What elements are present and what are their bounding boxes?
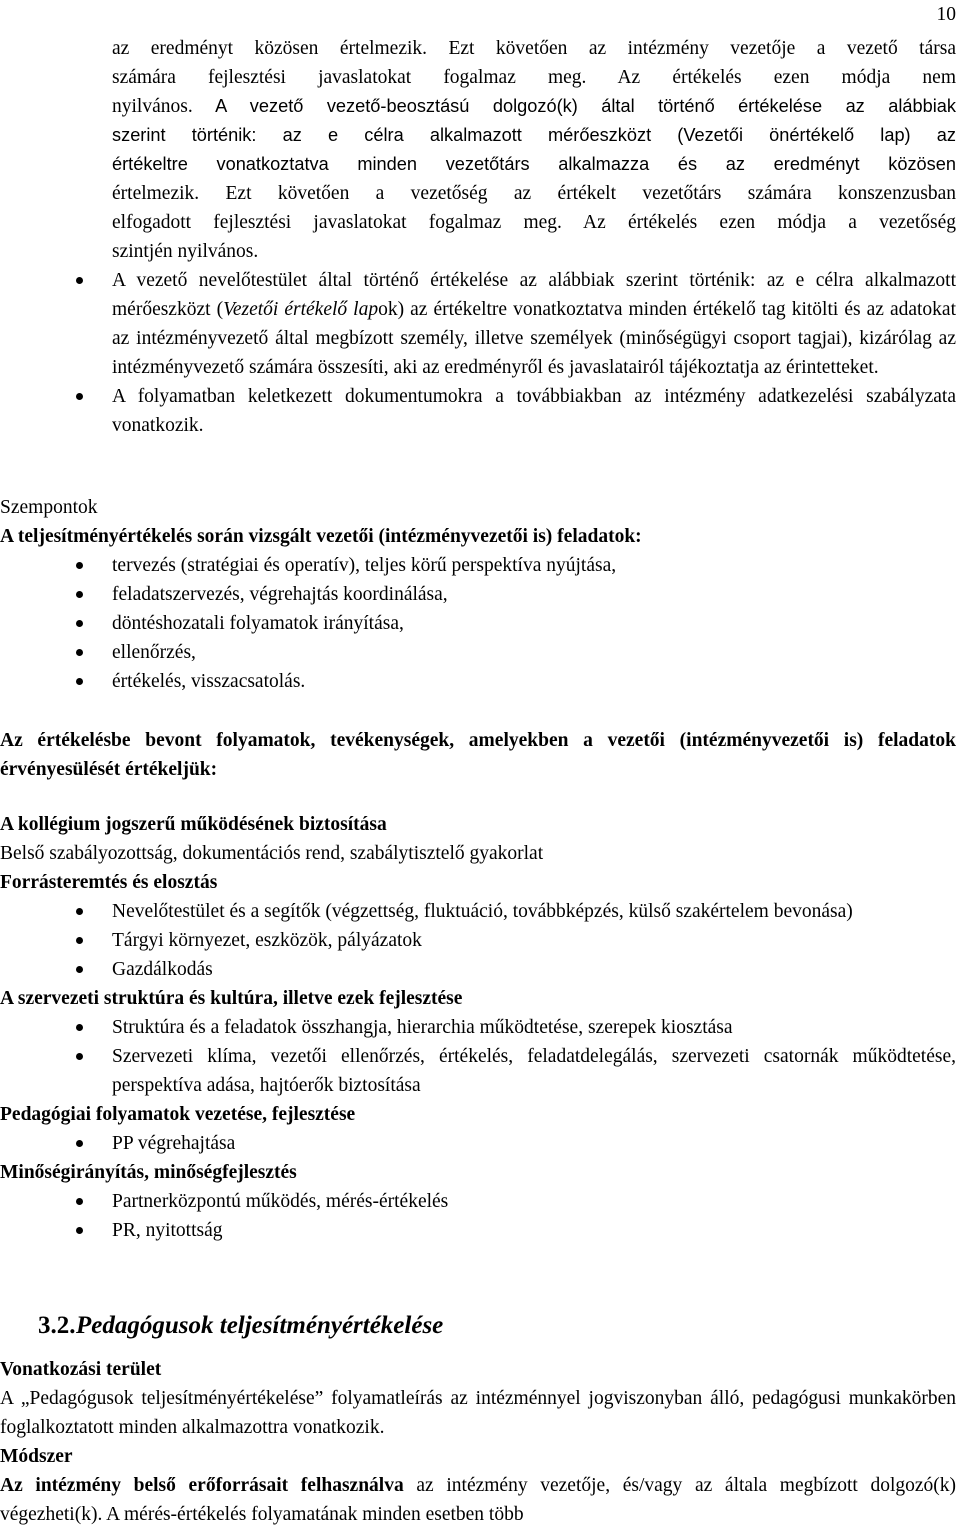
bullet-icon (76, 1140, 83, 1147)
bullet-icon (76, 277, 83, 284)
list-item-text: Nevelőtestület és a segítők (végzettség, fluktuáció, továbbképzés, külső szakértelem bevonása) (112, 901, 853, 922)
pedagogiai-heading: Pedagógiai folyamatok vezetése, fejlesztése (0, 1104, 356, 1125)
list-item-text: ok) az értékeltre vonatkoztatva minden értékelő tag kitölti és az adatokat az intézményvezető által megbízott személy, illetve személyek (minőségügyi csoport tagjai), kizárólag az intézményvezető számára összesíti, aki az eredményről és javaslatairól tájékoztatja az érintetteket. (112, 299, 956, 378)
list-item-text: Gazdálkodás (112, 959, 213, 980)
section-subtitle: A teljesítményértékelés során vizsgált vezetői (intézményvezetői is) feladatok: (0, 526, 642, 547)
list-item (0, 609, 956, 638)
page-number: 10 (936, 4, 956, 25)
bullet-icon (76, 966, 83, 973)
list-item (0, 1042, 956, 1100)
list-item-text: tervezés (stratégiai és operatív), teljes körű perspektíva nyújtása, (112, 555, 617, 576)
bullet-icon (76, 937, 83, 944)
processes-heading: Az értékelésbe bevont folyamatok, tevékenységek, amelyekben a vezetői (intézményvezetői is) feladatok érvényesülését értékeljük: (0, 730, 956, 780)
list-item (0, 1187, 956, 1216)
list-item (0, 638, 956, 667)
list-item (0, 667, 956, 696)
bullet-icon (76, 591, 83, 598)
list-item (0, 382, 956, 440)
modszer-rest: az intézmény vezetője, és/vagy az általa megbízott dolgozó(k) végezheti(k). A mérés-értékelés folyamatának minden esetben több (0, 1475, 956, 1525)
bullet-icon (76, 678, 83, 685)
modszer-text (0, 1471, 956, 1529)
evaluation-bullets (0, 266, 956, 440)
minoseg-heading: Minőségirányítás, minőségfejlesztés (0, 1162, 297, 1183)
bullet-icon (76, 1227, 83, 1234)
list-item (0, 955, 956, 984)
list-item-text: feladatszervezés, végrehajtás koordinálása, (112, 584, 448, 605)
list-item-text: PP végrehajtása (112, 1133, 236, 1154)
list-item-text: PR, nyitottság (112, 1220, 223, 1241)
list-item (0, 551, 956, 580)
intro-line-sans: A vezető vezető-beosztású dolgozó(k) által történő értékelése az alábbiak (192, 96, 956, 116)
list-item-italic: Vezetői értékelő lap (223, 299, 379, 320)
intro-line: értékeltre vonatkoztatva minden vezetőtárs alkalmazza és az eredményt közösen (112, 154, 956, 174)
modszer-bold: Az intézmény belső erőforrásait felhasználva (0, 1475, 404, 1496)
intro-paragraph (0, 34, 956, 266)
list-item-text: értékelés, visszacsatolás. (112, 671, 306, 692)
list-item-text: Partnerközpontú működés, mérés-értékelés (112, 1191, 449, 1212)
list-item-text: Szervezeti klíma, vezetői ellenőrzés, értékelés, feladatdelegálás, szervezeti csatornák működtetése, perspektíva adása, hajtóerők biztosítása (112, 1046, 956, 1096)
bullet-icon (76, 908, 83, 915)
bullet-icon (76, 562, 83, 569)
forras-heading: Forrásteremtés és elosztás (0, 872, 218, 893)
szempontok-section (0, 493, 956, 696)
vonatkozasi-section (0, 1355, 956, 1529)
section-heading (0, 1311, 956, 1340)
list-item (0, 926, 956, 955)
list-item (0, 1013, 956, 1042)
kollegium-heading: A kollégium jogszerű működésének biztosítása (0, 814, 387, 835)
modszer-heading: Módszer (0, 1446, 73, 1467)
list-item (0, 266, 956, 382)
intro-line: értelmezik. Ezt követően a vezetőség az értékelt vezetőtárs számára konszenzusban (112, 183, 956, 204)
bullet-icon (76, 1198, 83, 1205)
section-title: Pedagógusok teljesítményértékelése (76, 1312, 444, 1339)
intro-line: számára fejlesztési javaslatokat fogalmaz meg. Az értékelés ezen módja nem (112, 67, 956, 88)
list-item-text: ellenőrzés, (112, 642, 196, 663)
section-title: Szempontok (0, 497, 98, 518)
list-item (0, 1216, 956, 1245)
list-item-text: döntéshozatali folyamatok irányítása, (112, 613, 404, 634)
list-item-text: Struktúra és a feladatok összhangja, hierarchia működtetése, szerepek kiosztása (112, 1017, 733, 1038)
intro-line: elfogadott fejlesztési javaslatokat fogalmaz meg. Az értékelés ezen módja a vezetőség (112, 212, 956, 233)
section-number: 3.2. (38, 1312, 76, 1339)
intro-line: az eredményt közösen értelmezik. Ezt követően az intézmény vezetője a vezető társa (112, 38, 956, 59)
kollegium-text: Belső szabályozottság, dokumentációs rend, szabálytisztelő gyakorlat (0, 843, 544, 864)
kollegium-section (0, 810, 956, 1245)
struktura-heading: A szervezeti struktúra és kultúra, illetve ezek fejlesztése (0, 988, 463, 1009)
bullet-icon (76, 1024, 83, 1031)
vonatkozasi-heading: Vonatkozási terület (0, 1359, 162, 1380)
bullet-icon (76, 649, 83, 656)
vonatkozasi-text: A „Pedagógusok teljesítményértékelése” folyamatleírás az intézménnyel jogviszonyban álló, pedagógusi munkakörben foglalkoztatott minden alkalmazottra vonatkozik. (0, 1388, 956, 1438)
list-item (0, 1129, 956, 1158)
intro-line-serif: nyilvános. (112, 96, 193, 117)
list-item-text: Tárgyi környezet, eszközök, pályázatok (112, 930, 422, 951)
bullet-icon (76, 1053, 83, 1060)
list-item-text: A vezető nevelőtestület által történő értékelése az alábbiak szerint történik: az e célra alkalmazott mérőeszközt ( (112, 270, 956, 320)
list-item-text: A folyamatban keletkezett dokumentumokra a továbbiakban az intézmény adatkezelési szabályzata vonatkozik. (112, 386, 956, 436)
list-item (0, 580, 956, 609)
intro-line (0, 92, 956, 121)
intro-line: szintjén nyilvános. (112, 241, 259, 262)
bullet-icon (76, 393, 83, 400)
bullet-icon (76, 620, 83, 627)
list-item (0, 897, 956, 926)
intro-line: szerint történik: az e célra alkalmazott mérőeszközt (Vezetői önértékelő lap) az (112, 125, 956, 145)
